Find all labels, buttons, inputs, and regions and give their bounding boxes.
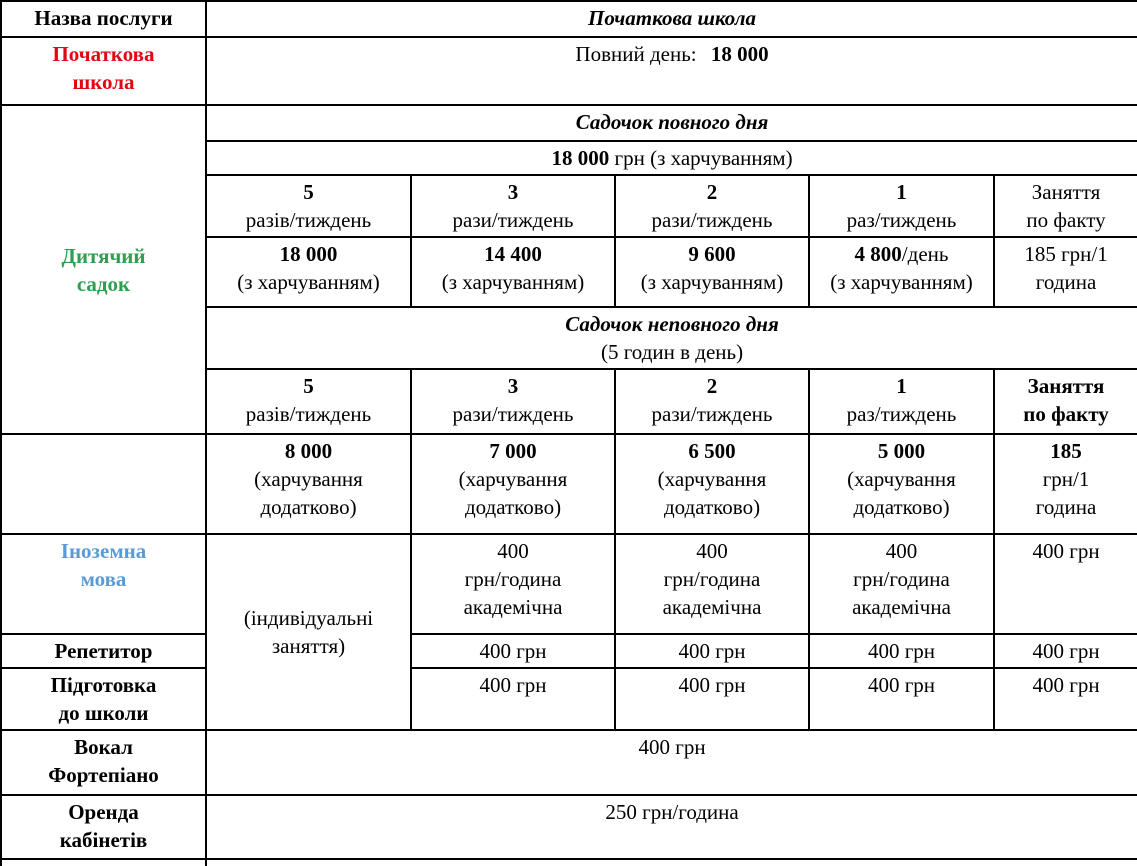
- price-note: грн (з харчуванням): [609, 146, 793, 170]
- freq-count: 1: [896, 180, 907, 204]
- freq-count: 5: [303, 180, 314, 204]
- tutor-price-cell: 400 грн: [615, 634, 809, 668]
- freq-unit: раз/тиждень: [846, 402, 957, 426]
- price-note: (харчування: [458, 467, 568, 491]
- part-day-title: Садочок неповного дня: [565, 312, 779, 336]
- freq-unit: рази/тиждень: [651, 402, 773, 426]
- row-label-primary-school: [1, 37, 206, 105]
- price-note: додатково): [853, 495, 950, 519]
- freq-count: Заняття: [1027, 374, 1105, 398]
- price-note: година: [1035, 495, 1097, 519]
- row-label-language: [1, 534, 206, 634]
- freq-unit: по факту: [1026, 208, 1106, 232]
- price-value: 14 400: [484, 242, 542, 266]
- primary-school-price-cell: [206, 37, 1137, 105]
- part-day-price-row: [1, 434, 1137, 534]
- freq-count: 3: [507, 180, 519, 204]
- empty-cell: [1, 434, 206, 534]
- price-cell: [206, 237, 411, 307]
- price-value: 185: [1050, 439, 1082, 463]
- rate-line: академічна: [662, 595, 762, 619]
- freq-header-2: [615, 369, 809, 434]
- freq-header-fact: [994, 369, 1137, 434]
- price-value: 4 800: [854, 242, 902, 266]
- freq-unit: рази/тиждень: [452, 402, 574, 426]
- freq-unit: разів/тиждень: [245, 208, 372, 232]
- header-name-col: Назва послуги: [1, 1, 206, 37]
- price-cell: [411, 434, 615, 534]
- label-line: Вокал: [74, 735, 133, 759]
- freq-header-5: [206, 369, 411, 434]
- price-note: година: [1035, 270, 1097, 294]
- part-day-subtitle: (5 годин в день): [600, 340, 744, 364]
- label-line: Дитячий: [61, 243, 146, 268]
- header-title: Початкова школа: [206, 1, 1137, 37]
- empty-cell: [206, 859, 1137, 866]
- school-prep-price-cell: 400 грн: [411, 668, 615, 730]
- rate-line: 400: [497, 539, 529, 563]
- price-note: (з харчуванням): [830, 270, 973, 294]
- price-note: (харчування: [254, 467, 363, 491]
- language-rate-cell: [809, 534, 994, 634]
- price-note: додатково): [260, 495, 357, 519]
- price-suffix: 185 грн/1: [1024, 242, 1108, 266]
- label-line: кабінетів: [59, 828, 148, 852]
- rate-line: грн/година: [464, 567, 562, 591]
- price-cell: [809, 237, 994, 307]
- language-rate-cell: [615, 534, 809, 634]
- price-note: грн/1: [1042, 467, 1090, 491]
- price-note: (харчування: [847, 467, 956, 491]
- row-label-vocal: [1, 730, 206, 795]
- freq-count: 3: [507, 374, 519, 398]
- school-prep-price-cell: 400 грн: [615, 668, 809, 730]
- price-cell: [615, 237, 809, 307]
- freq-count: 1: [896, 374, 907, 398]
- empty-cell: [1, 859, 206, 866]
- partial-bottom-row: [1, 859, 1137, 866]
- price-value: 18 000: [551, 146, 610, 170]
- label-line: мова: [80, 567, 127, 591]
- price-suffix: /день: [901, 242, 949, 266]
- freq-unit: раз/тиждень: [846, 208, 957, 232]
- language-rate-cell: [411, 534, 615, 634]
- price-label: Повний день:: [575, 42, 697, 66]
- note-line: заняття): [271, 634, 346, 658]
- row-label-kindergarten: [1, 105, 206, 434]
- school-prep-row: [1, 668, 1137, 730]
- freq-count: Заняття: [1031, 180, 1101, 204]
- price-note: додатково): [464, 495, 562, 519]
- price-value: 5 000: [877, 439, 926, 463]
- price-value: 8 000: [284, 439, 333, 463]
- freq-unit: рази/тиждень: [452, 208, 574, 232]
- language-rate-last-cell: 400 грн: [994, 534, 1137, 634]
- price-cell-hourly: [994, 237, 1137, 307]
- rate-line: 400: [696, 539, 728, 563]
- vocal-row: [1, 730, 1137, 795]
- freq-unit: разів/тиждень: [245, 402, 372, 426]
- label-line: Початкова: [52, 42, 155, 66]
- language-row: [1, 534, 1137, 634]
- label-line: Оренда: [68, 800, 139, 824]
- primary-school-row: [1, 37, 1137, 105]
- freq-header-1: [809, 369, 994, 434]
- price-value: 9 600: [688, 242, 736, 266]
- freq-header-2: [615, 175, 809, 237]
- rate-line: грн/година: [853, 567, 950, 591]
- label-line: Іноземна: [60, 539, 147, 563]
- freq-count: 2: [706, 374, 718, 398]
- freq-unit: по факту: [1023, 402, 1109, 426]
- row-label-school-prep: [1, 668, 206, 730]
- row-label-rent: [1, 795, 206, 859]
- freq-header-1: [809, 175, 994, 237]
- price-cell-hourly: [994, 434, 1137, 534]
- full-day-title: Садочок повного дня: [206, 105, 1137, 141]
- individual-lessons-cell: [206, 534, 411, 730]
- price-cell: [411, 237, 615, 307]
- rate-line: грн/година: [663, 567, 761, 591]
- freq-header-5: [206, 175, 411, 237]
- price-cell: [809, 434, 994, 534]
- label-line: Підготовка: [50, 673, 157, 697]
- full-day-price-summary: [206, 141, 1137, 175]
- price-note: (з харчуванням): [640, 270, 784, 294]
- freq-header-3: [411, 369, 615, 434]
- rent-price-cell: 250 грн/година: [206, 795, 1137, 859]
- price-note: (з харчуванням): [237, 270, 380, 294]
- price-value: 6 500: [688, 439, 736, 463]
- tutor-price-cell: 400 грн: [809, 634, 994, 668]
- freq-unit: рази/тиждень: [651, 208, 773, 232]
- label-line: до школи: [58, 701, 149, 725]
- price-note: додатково): [663, 495, 761, 519]
- price-cell: [206, 434, 411, 534]
- label-line: садок: [76, 271, 131, 296]
- school-prep-price-cell: 400 грн: [994, 668, 1137, 730]
- price-value: 18 000: [710, 42, 769, 66]
- freq-count: 5: [303, 374, 314, 398]
- row-label-tutor: Репетитор: [1, 634, 206, 668]
- tutor-row: [1, 634, 1137, 668]
- price-value: 7 000: [489, 439, 537, 463]
- note-line: (індивідуальні: [243, 606, 374, 630]
- freq-header-3: [411, 175, 615, 237]
- price-note: (з харчуванням): [441, 270, 585, 294]
- rate-line: 400: [885, 539, 918, 563]
- price-cell: [615, 434, 809, 534]
- header-row: [1, 1, 1137, 37]
- price-value: 18 000: [279, 242, 338, 266]
- tutor-price-cell: 400 грн: [994, 634, 1137, 668]
- rate-line: академічна: [463, 595, 563, 619]
- school-prep-price-cell: 400 грн: [809, 668, 994, 730]
- tutor-price-cell: 400 грн: [411, 634, 615, 668]
- rate-line: академічна: [852, 595, 951, 619]
- vocal-price-cell: 400 грн: [206, 730, 1137, 795]
- freq-count: 2: [706, 180, 718, 204]
- label-line: Фортепіано: [48, 763, 159, 787]
- rent-row: [1, 795, 1137, 859]
- price-note: (харчування: [657, 467, 767, 491]
- label-line: школа: [72, 70, 135, 94]
- freq-header-fact: [994, 175, 1137, 237]
- part-day-title-cell: [206, 307, 1137, 369]
- full-day-title-row: [1, 105, 1137, 141]
